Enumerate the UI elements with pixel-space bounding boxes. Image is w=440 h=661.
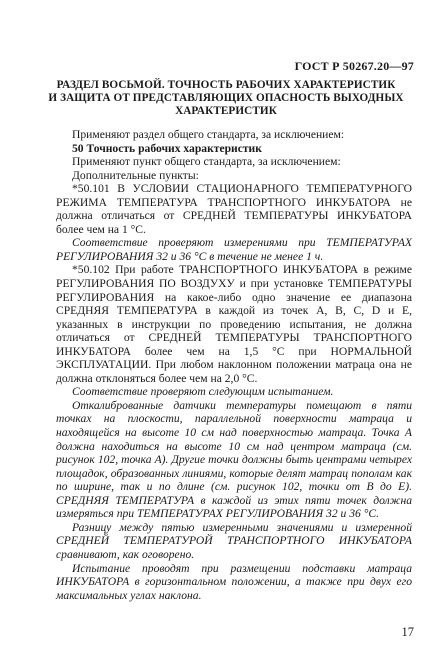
clause-50-text: Применяют пункт общего стандарта, за исключением: bbox=[72, 155, 341, 169]
test-positions-paragraph: Испытание проводят при размещении подставки матраца ИНКУБАТОРА в горизонтальном положении, а также при двух его максимальных углах наклона. bbox=[56, 561, 412, 602]
section-title-line-2: И ЗАЩИТА ОТ ПРЕДСТАВЛЯЮЩИХ ОПАСНОСТЬ ВЫХОДНЫХ bbox=[48, 92, 404, 104]
section-title-line-1: РАЗДЕЛ ВОСЬМОЙ. ТОЧНОСТЬ РАБОЧИХ ХАРАКТЕРИСТИК bbox=[56, 79, 396, 91]
section-title bbox=[40, 79, 412, 118]
compliance-50-102: Соответствие проверяют следующим испытанием. bbox=[72, 385, 334, 399]
section-title-line-3: ХАРАКТЕРИСТИК bbox=[175, 105, 277, 117]
page-number: 17 bbox=[401, 625, 414, 639]
document-body bbox=[56, 128, 412, 602]
clause-50-102: *50.102 При работе ТРАНСПОРТНОГО ИНКУБАТОРА в режиме РЕГУЛИРОВАНИЯ ПО ВОЗДУХУ и при установке ТЕМПЕРАТУРЫ РЕГУЛИРОВАНИЯ на какое-либо одно значение ее диапазона СРЕДНЯЯ ТЕМПЕРАТУРА в каждой из точек A, B, C, D и E, указанных в инструкции по проведению испытания, не должна отличаться от СРЕДНЕЙ ТЕМПЕРАТУРЫ ТРАНСПОРТНОГО ИНКУБАТОРА более чем на 1,5 °С при НОРМАЛЬНОЙ ЭКСПЛУАТАЦИИ. При любом наклонном положении матраца она не должна отклоняться более чем на 2,0 °С. bbox=[56, 263, 412, 385]
clause-50-heading: 50 Точность рабочих характеристик bbox=[72, 141, 262, 155]
test-comparison-paragraph: Разницу между пятью измеренными значениями и измеренной СРЕДНЕЙ ТЕМПЕРАТУРОЙ ТРАНСПОРТНОГО ИНКУБАТОРА сравнивают, как оговорено. bbox=[56, 520, 412, 561]
clause-50-101: *50.101 В УСЛОВИИ СТАЦИОНАРНОГО ТЕМПЕРАТУРНОГО РЕЖИМА ТЕМПЕРАТУРА ТРАНСПОРТНОГО ИНКУБАТОРА не должна отличаться от СРЕДНЕЙ ТЕМПЕРАТУРЫ ИНКУБАТОРА более чем на 1 °С. bbox=[56, 182, 412, 236]
intro-paragraph: Применяют раздел общего стандарта, за исключением: bbox=[72, 128, 345, 141]
additional-clauses-label: Дополнительные пункты: bbox=[72, 168, 199, 182]
compliance-50-101: Соответствие проверяют измерениями при ТЕМПЕРАТУРАХ РЕГУЛИРОВАНИЯ 32 и 36 °С в течение не менее 1 ч. bbox=[56, 236, 412, 263]
test-procedure-paragraph: Откалиброванные датчики температуры помещают в пяти точках на плоскости, параллельной поверхности матраца и находящейся на высоте 10 см над поверхностью матраца. Точка А должна находиться на высоте 10 см над центром матраца (см. рисунок 102, точка А). Другие точки должны быть центрами четырех площадок, образованных линиями, которые делят матрац пополам как по ширине, так и по длине (см. рисунок 102, точки от В до Е). СРЕДНЯЯ ТЕМПЕРАТУРА в каждой из этих пяти точек должна измеряться при ТЕМПЕРАТУРАХ РЕГУЛИРОВАНИЯ 32 и 36 °С. bbox=[56, 398, 412, 521]
standard-header: ГОСТ Р 50267.20—97 bbox=[294, 59, 414, 73]
